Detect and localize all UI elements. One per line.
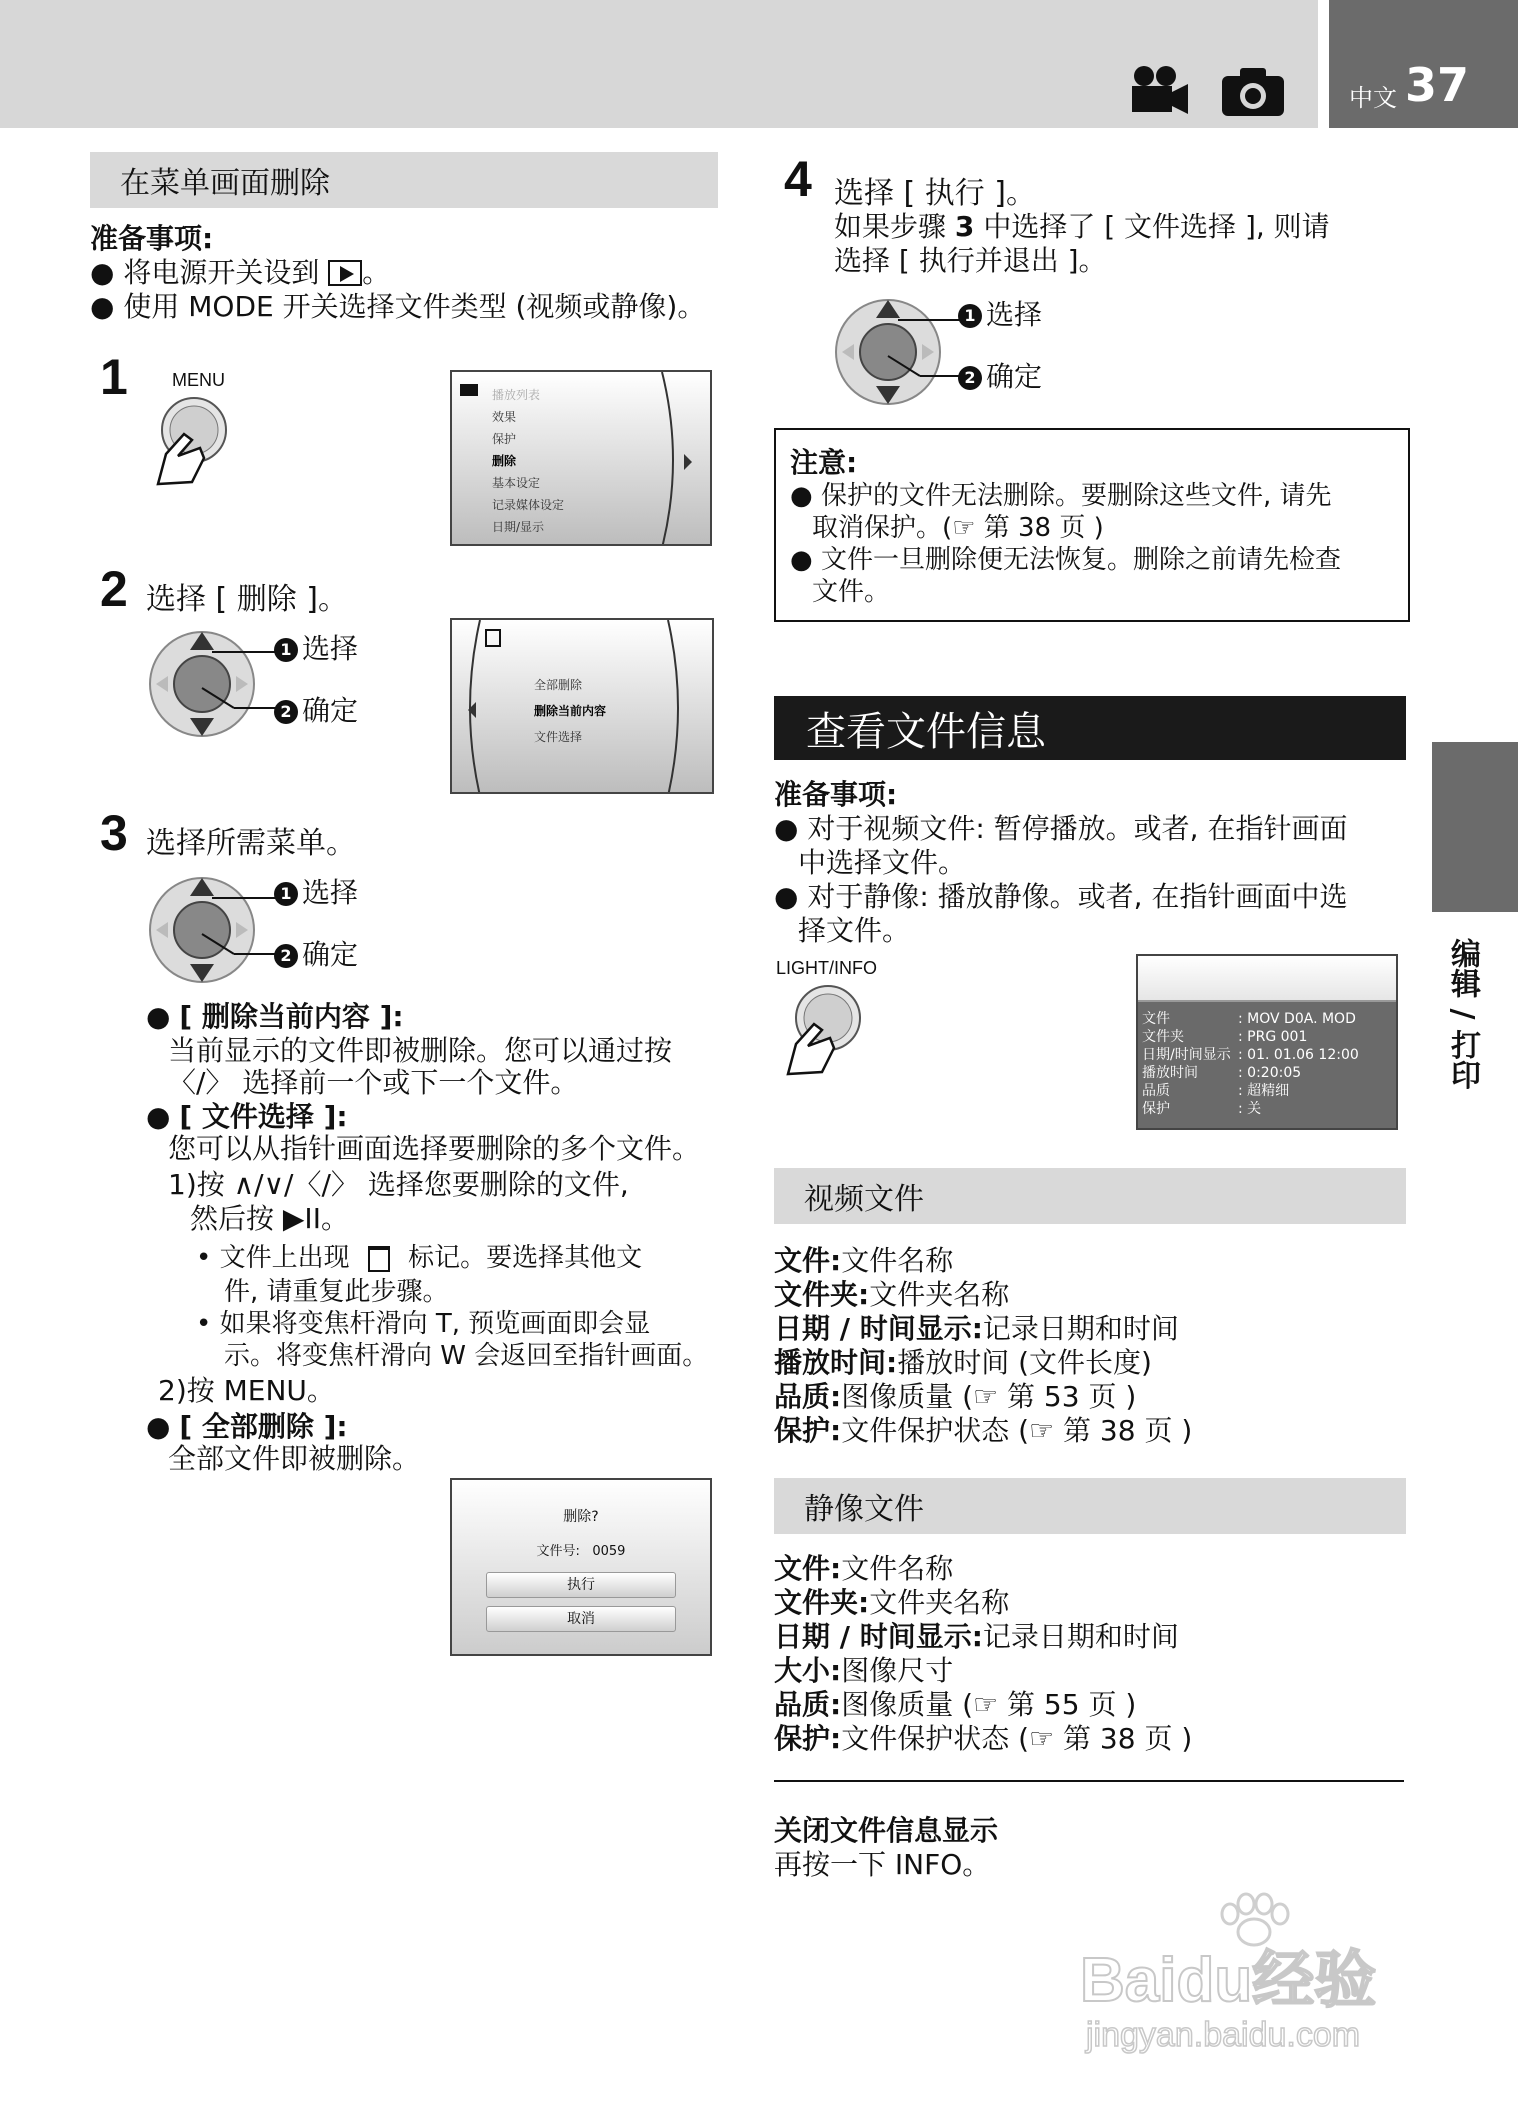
field-key: 文件: [774,1552,842,1585]
option-bullet1-line1: • 文件上出现 标记。要选择其他文 [196,1243,643,1273]
field-row [774,1414,1192,1448]
option-bullet1-line2: 件, 请重复此步骤。 [224,1277,449,1307]
file-info-key: 文件夹 [1142,1029,1184,1045]
field-value: 文件保护状态 (☞ 第 38 页 ) [841,1722,1193,1755]
file-info-row [1142,1046,1396,1064]
option-current-desc1: 当前显示的文件即被删除。您可以通过按 [168,1034,673,1067]
option-select-step1-line2: 然后按 ▶II。 [190,1202,349,1235]
step-4-desc1-rest: 中选择了 [ 文件选择 ], 则请 [983,210,1330,243]
page-number-tab [1329,0,1518,128]
info-prep2-text: 对于静像: 播放静像。或者, 在指针画面中选 [807,880,1348,913]
badge-1: 1 [274,638,298,662]
play-mode-icon [328,260,362,286]
close-info-desc: 再按一下 INFO。 [774,1848,991,1881]
field-key: 品质: [774,1688,842,1721]
prep-item-mode-text: 使用 MODE 开关选择文件类型 (视频或静像)。 [123,290,706,323]
option-select-step1-line1: 1)按 ∧/∨/〈/〉 选择您要删除的文件, [168,1168,629,1201]
option-select-desc: 您可以从指针画面选择要删除的多个文件。 [168,1132,701,1165]
delete-screen [450,618,714,794]
section-title-text: 在菜单画面删除 [120,166,330,201]
step-4-desc2: 选择 [ 执行并退出 ]。 [834,244,1107,277]
step-3-title: 选择所需菜单。 [146,826,356,861]
badge-1: 1 [274,882,298,906]
file-info-value: : PRG 001 [1238,1029,1308,1045]
menu-item-effect: 效果 [492,410,517,424]
file-info-row [1142,1028,1396,1046]
field-value: 文件名称 [841,1552,954,1585]
delete-confirm-dialog [450,1478,712,1656]
field-row [774,1688,1192,1722]
bullet2-text: 如果将变焦杆滑向 T, 预览画面即会显 [219,1309,651,1339]
option-current-title-text: [ 删除当前内容 ]: [179,1000,404,1033]
field-value: 图像尺寸 [841,1654,954,1687]
header-bar [0,0,1318,128]
prep-item-power-end: 。 [362,256,391,289]
file-info-value: : 超精细 [1238,1083,1290,1099]
file-info-row [1142,1010,1396,1028]
step-3-confirm-label [274,938,358,971]
step-3-select-label [274,876,358,909]
field-key: 大小: [774,1654,842,1687]
file-info-key: 文件 [1142,1011,1170,1027]
info-prep2-line1: ● 对于静像: 播放静像。或者, 在指针画面中选 [774,880,1348,913]
badge-2: 2 [274,944,298,968]
file-info-key: 播放时间 [1142,1065,1198,1081]
note-item1-text: 保护的文件无法删除。要删除这些文件, 请先 [820,481,1332,511]
video-file-fields [774,1244,1192,1448]
file-info-key: 保护 [1142,1101,1170,1117]
dialog-file-label: 文件号: [536,1544,580,1559]
field-value: 文件名称 [841,1244,954,1277]
prep-title: 准备事项: [90,222,214,255]
step-3-confirm-text: 确定 [302,938,359,971]
menu-item-playlist: 播放列表 [492,388,541,402]
step-2-title: 选择 [ 删除 ]。 [146,582,349,617]
divider-line [774,1780,1404,1782]
file-info-value: : 关 [1238,1101,1262,1117]
menu-item-delete: 删除 [492,454,517,468]
field-key: 文件夹: [774,1586,870,1619]
language-label: 中文 [1349,84,1397,112]
delete-item-select: 文件选择 [534,730,583,744]
note-item2-text: 文件一旦删除便无法恢复。删除之前请先检查 [820,545,1341,575]
step-2-select-text: 选择 [302,632,359,665]
field-value: 播放时间 (文件长度) [897,1346,1152,1379]
joystick-icon-step4 [832,296,972,408]
step-2-select-label [274,632,358,665]
dialog-file-number [452,1540,710,1559]
badge-1: 1 [958,304,982,328]
step-4-title: 选择 [ 执行 ]。 [834,176,1037,211]
option-all-title-text: [ 全部删除 ]: [179,1410,348,1443]
file-info-key: 品质 [1142,1083,1170,1099]
info-prep1-text: 对于视频文件: 暂停播放。或者, 在指针画面 [807,812,1348,845]
field-key: 保护: [774,1722,842,1755]
step-3-select-text: 选择 [302,876,359,909]
field-row [774,1620,1192,1654]
still-camera-icon [1220,66,1286,118]
file-info-screen [1136,954,1398,1130]
section-title-still-file [774,1478,1406,1534]
option-current-desc2: 〈/〉 选择前一个或下一个文件。 [168,1066,579,1099]
info-prep1-line1: ● 对于视频文件: 暂停播放。或者, 在指针画面 [774,812,1348,845]
info-prep1-line2: 中选择文件。 [798,846,967,879]
field-key: 播放时间: [774,1346,898,1379]
step-4-desc1 [834,210,1330,243]
bullet1-text-b: 标记。要选择其他文 [408,1243,643,1273]
menu-item-protect: 保护 [492,432,517,446]
file-info-list [1138,1002,1396,1118]
page-number: 37 [1405,58,1470,112]
still-file-fields [774,1552,1192,1756]
section-title-delete-menu [90,152,718,208]
step-2-number: 2 [100,561,128,617]
file-info-value: : MOV D0A. MOD [1238,1011,1356,1027]
badge-2: 2 [958,366,982,390]
prep-item-mode: ● 使用 MODE 开关选择文件类型 (视频或静像)。 [90,290,706,323]
step-4-number: 4 [784,151,812,207]
step-4-desc1-num: 3 [954,210,975,243]
option-bullet2-line1: • 如果将变焦杆滑向 T, 预览画面即会显 [196,1309,651,1339]
section-title-file-info [774,696,1406,760]
note-item1-line1: ● 保护的文件无法删除。要删除这些文件, 请先 [790,481,1332,511]
section-title-video-file [774,1168,1406,1224]
file-info-value: : 01. 01.06 12:00 [1238,1047,1359,1063]
prep-item-power: ● 将电源开关设到 。 [90,256,391,289]
side-tab-label: 编辑 / 打印 [1445,938,1480,1090]
field-row [774,1346,1192,1380]
dialog-file-value: 0059 [592,1544,626,1559]
field-row [774,1278,1192,1312]
field-value: 记录日期和时间 [982,1312,1179,1345]
field-row [774,1312,1192,1346]
field-value: 文件保护状态 (☞ 第 38 页 ) [841,1414,1193,1447]
field-row [774,1552,1192,1586]
menu-item-basic-settings: 基本设定 [492,476,541,490]
menu-item-media-settings: 记录媒体设定 [492,498,565,512]
field-row [774,1722,1192,1756]
delete-item-current: 删除当前内容 [534,704,607,718]
field-value: 文件夹名称 [869,1586,1010,1619]
option-select-title: ● [ 文件选择 ]: [146,1100,348,1133]
field-key: 日期 / 时间显示: [774,1620,983,1653]
menu-button-label: MENU [172,370,225,390]
step-2-confirm-label [274,694,358,727]
step-3-number: 3 [100,805,128,861]
badge-2: 2 [274,700,298,724]
section-title-video-text: 视频文件 [804,1182,924,1217]
field-value: 图像质量 (☞ 第 55 页 ) [841,1688,1137,1721]
field-row [774,1586,1192,1620]
field-row [774,1654,1192,1688]
close-info-title: 关闭文件信息显示 [774,1814,999,1847]
field-key: 文件: [774,1244,842,1277]
field-row [774,1244,1192,1278]
step-1-number: 1 [100,349,128,405]
dialog-cancel-button[interactable]: 取消 [486,1606,676,1632]
hand-press-menu-icon [148,392,238,492]
option-bullet2-line2: 示。将变焦杆滑向 W 会返回至指针画面。 [224,1341,709,1371]
file-info-row [1142,1082,1396,1100]
watermark-url: jingyan.baidu.com [1086,2016,1361,2054]
bullet1-text-a: 文件上出现 [219,1243,350,1273]
field-value: 记录日期和时间 [982,1620,1179,1653]
step-4-select-label [958,298,1042,331]
note-item2-line2: 文件。 [812,577,891,607]
file-info-screen-preview [1138,956,1396,1002]
step-4-confirm-text: 确定 [986,360,1043,393]
menu-item-date-display: 日期/显示 [492,520,545,534]
dialog-title: 删除? [563,1509,599,1525]
step-4-select-text: 选择 [986,298,1043,331]
option-all-title: ● [ 全部删除 ]: [146,1410,348,1443]
file-info-key: 日期/时间显示 [1142,1047,1231,1063]
dialog-exec-button[interactable]: 执行 [486,1572,676,1598]
video-camera-icon [1128,64,1190,116]
field-key: 品质: [774,1380,842,1413]
file-info-row [1142,1100,1396,1118]
field-key: 文件夹: [774,1278,870,1311]
file-info-row [1142,1064,1396,1082]
joystick-icon-step3 [146,874,286,986]
note-title: 注意: [790,446,858,479]
joystick-icon-step2 [146,628,286,740]
option-all-desc: 全部文件即被删除。 [168,1442,421,1475]
watermark-brand: Baidu经验 [1080,1946,1377,2015]
delete-screen-list [534,672,606,750]
field-value: 文件夹名称 [869,1278,1010,1311]
side-tab-marker [1432,742,1518,912]
note-box [774,428,1410,622]
delete-item-all: 全部删除 [534,678,583,692]
field-key: 日期 / 时间显示: [774,1312,983,1345]
prep-item-power-text: 将电源开关设到 [123,256,320,289]
info-prep-title: 准备事项: [774,778,898,811]
menu-screen-list [492,384,564,538]
field-row [774,1380,1192,1414]
option-select-step2: 2)按 MENU。 [158,1374,335,1407]
field-key: 保护: [774,1414,842,1447]
menu-screen [450,370,712,546]
note-item2-line1: ● 文件一旦删除便无法恢复。删除之前请先检查 [790,545,1341,575]
note-item1-line2: 取消保护。(☞ 第 38 页 ) [812,513,1104,543]
step-4-desc1-text: 如果步骤 [834,210,947,243]
step-2-confirm-text: 确定 [302,694,359,727]
file-info-value: : 0:20:05 [1238,1065,1302,1081]
section-title-still-text: 静像文件 [804,1492,924,1527]
trash-icon [368,1246,390,1272]
option-current-title: ● [ 删除当前内容 ]: [146,1000,404,1033]
option-select-title-text: [ 文件选择 ]: [179,1100,348,1133]
hand-press-info-icon [776,980,876,1080]
field-value: 图像质量 (☞ 第 53 页 ) [841,1380,1137,1413]
section-title-file-info-text: 查看文件信息 [806,708,1046,755]
step-4-confirm-label [958,360,1042,393]
info-prep2-line2: 择文件。 [798,914,911,947]
menu-screen-curves [452,372,712,546]
light-info-button-label: LIGHT/INFO [776,958,878,978]
